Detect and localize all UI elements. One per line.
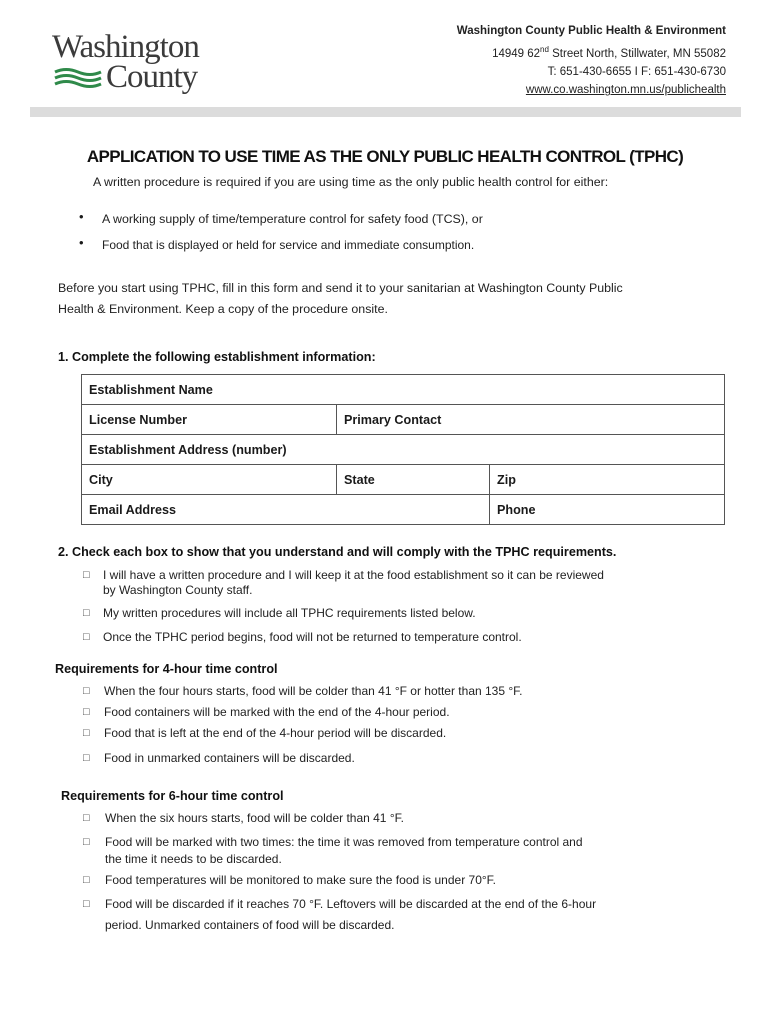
checkbox[interactable]: □ — [83, 752, 90, 764]
req6-item-2: Food will be marked with two times: the time it was removed from temperature control and — [105, 835, 583, 849]
logo-word-washington: Washington — [52, 29, 199, 65]
checkbox[interactable]: □ — [83, 874, 90, 886]
checkbox[interactable]: □ — [83, 607, 90, 619]
bullet-2: • — [79, 235, 84, 250]
phone-field[interactable]: Phone — [490, 495, 725, 525]
section2-item-1: I will have a written procedure and I will keep it at the food establishment so it can be reviewed — [103, 568, 604, 582]
header-divider — [30, 107, 741, 117]
before-text-1: Before you start using TPHC, fill in this form and send it to your sanitarian at Washington County Public — [58, 281, 623, 295]
table-row — [82, 495, 725, 525]
table-row — [82, 375, 725, 405]
primary-contact-field[interactable]: Primary Contact — [337, 405, 725, 435]
county-logo — [50, 30, 220, 100]
zip-field[interactable]: Zip — [490, 465, 725, 495]
address-prefix: 14949 62 — [492, 47, 541, 60]
checkbox[interactable]: □ — [83, 727, 90, 739]
table-row — [82, 405, 725, 435]
checkbox[interactable]: □ — [83, 836, 90, 848]
req6-item-3: Food temperatures will be monitored to make sure the food is under 70°F. — [105, 873, 497, 887]
establishment-table — [81, 374, 725, 525]
logo-word-county: County — [106, 59, 198, 95]
license-number-field[interactable]: License Number — [82, 405, 337, 435]
address-suffix: Street North, Stillwater, MN 55082 — [548, 47, 726, 60]
req6-item-4-cont: period. Unmarked containers of food will be discarded. — [105, 918, 395, 932]
address-line — [457, 41, 726, 63]
section2-item-2: My written procedures will include all TPHC requirements listed below. — [103, 606, 476, 620]
bullet-text-2: Food that is displayed or held for service and immediate consumption. — [102, 238, 475, 252]
checkbox[interactable]: □ — [83, 685, 90, 697]
state-field[interactable]: State — [337, 465, 490, 495]
checkbox[interactable]: □ — [83, 631, 90, 643]
section2-item-3: Once the TPHC period begins, food will not be returned to temperature control. — [103, 630, 522, 644]
address-sup: nd — [540, 44, 549, 54]
req4-item-1: When the four hours starts, food will be colder than 41 °F or hotter than 135 °F. — [104, 684, 523, 698]
section1-heading: 1. Complete the following establishment information: — [58, 350, 376, 364]
section2-heading: 2. Check each box to show that you understand and will comply with the TPHC requirements. — [58, 545, 617, 559]
req4-item-3: Food that is left at the end of the 4-hour period will be discarded. — [104, 726, 447, 740]
table-row — [82, 465, 725, 495]
website-link[interactable]: www.co.washington.mn.us/publichealth — [525, 84, 726, 97]
section2-item-1-cont: by Washington County staff. — [103, 583, 253, 597]
contact-block — [457, 22, 726, 100]
logo-waves-icon — [54, 67, 102, 89]
before-text-2: Health & Environment. Keep a copy of the procedure onsite. — [58, 302, 388, 316]
bullet-text-1: A working supply of time/temperature control for safety food (TCS), or — [102, 212, 483, 226]
req6-item-4: Food will be discarded if it reaches 70 °F. Leftovers will be discarded at the end of the 6-hour — [105, 897, 597, 911]
establishment-name-field[interactable]: Establishment Name — [82, 375, 725, 405]
req4-item-2: Food containers will be marked with the end of the 4-hour period. — [104, 705, 450, 719]
page-title: APPLICATION TO USE TIME AS THE ONLY PUBLIC HEALTH CONTROL (TPHC) — [86, 147, 684, 166]
city-field[interactable]: City — [82, 465, 337, 495]
address-field[interactable]: Establishment Address (number) — [82, 435, 725, 465]
checkbox[interactable]: □ — [83, 706, 90, 718]
checkbox[interactable]: □ — [83, 569, 90, 581]
checkbox[interactable]: □ — [83, 812, 90, 824]
req4-heading: Requirements for 4-hour time control — [55, 662, 278, 676]
intro-text: A written procedure is required if you are using time as the only public health control for either: — [93, 175, 609, 189]
req6-heading: Requirements for 6-hour time control — [61, 789, 284, 803]
table-row — [82, 435, 725, 465]
req6-item-1: When the six hours starts, food will be colder than 41 °F. — [105, 811, 404, 825]
req4-item-4: Food in unmarked containers will be discarded. — [104, 751, 355, 765]
email-field[interactable]: Email Address — [82, 495, 490, 525]
req6-item-2-cont: the time it needs to be discarded. — [105, 852, 282, 866]
phone-fax: T: 651-430-6655 I F: 651-430-6730 — [547, 65, 726, 78]
org-name: Washington County Public Health & Environment — [456, 25, 726, 37]
bullet-1: • — [79, 209, 84, 224]
checkbox[interactable]: □ — [83, 898, 90, 910]
